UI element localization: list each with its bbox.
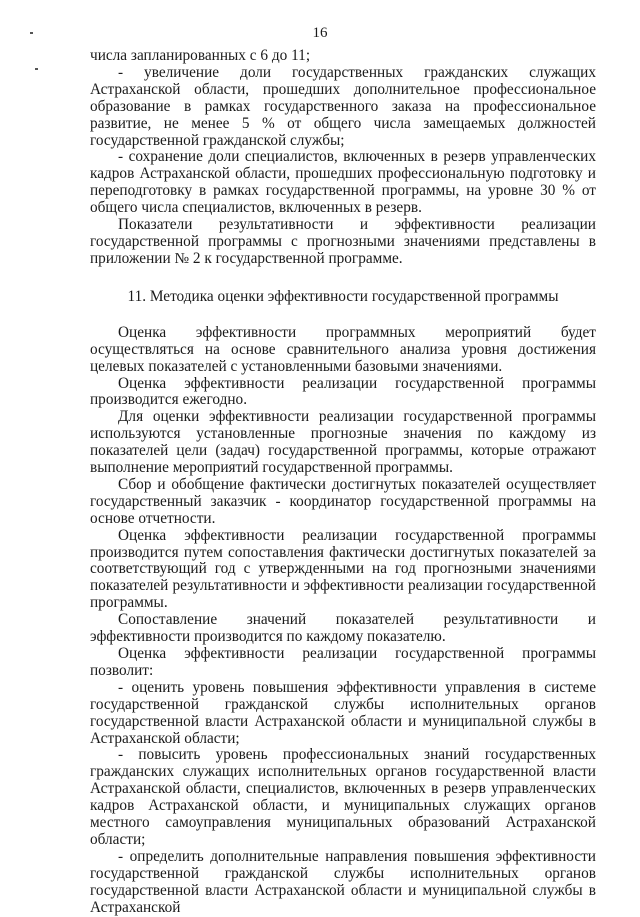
paragraph: Сбор и обобщение фактически достигнутых показателей осуществляет государственный заказчик - координатор государственной программы на основе отчетности. <box>90 475 596 527</box>
paragraph: Оценка эффективности реализации государственной программы производится путем сопоставления фактически достигнутых показателей за соответствующий год с утвержденными на год прогнозными значениями показателей результативности и эффективности реализации государственной программы. <box>90 526 596 612</box>
list-item: - определить дополнительные направления повышения эффективности государственной гражданской службы исполнительных органов государственной власти Астраханской области и муниципальной службы в Астраханской <box>90 847 596 916</box>
list-item-civil-servants-training: - увеличение доли государственных гражданских служащих Астраханской области, прошедших дополнительное профессиональное образование в рамках государственного заказа на профессиональное развитие, не менее 5 % от общего числа замещаемых должностей государственной гражданской службы; <box>90 63 596 149</box>
list-item: - оценить уровень повышения эффективности управления в системе государственной гражданской службы исполнительных органов государственной власти Астраханской области и муниципальной службы в Астраханской области; <box>90 678 596 747</box>
paragraph-indicators-reference: Показатели результативности и эффективности реализации государственной программы с прогнозными значениями представлены в приложении № 2 к государственной программе. <box>90 216 596 267</box>
document-body <box>90 48 596 917</box>
paragraph: Оценка эффективности программных мероприятий будет осуществляться на основе сравнительного анализа уровня достижения целевых показателей с установленными базовыми значениями. <box>90 323 596 375</box>
paragraph: Сопоставление значений показателей результативности и эффективности производится по каждому показателю. <box>90 611 596 646</box>
paragraph: Оценка эффективности реализации государственной программы позволит: <box>90 645 596 679</box>
section-heading: 11. Методика оценки эффективности государственной программы <box>127 287 559 305</box>
paragraph: Оценка эффективности реализации государственной программы производится ежегодно. <box>90 374 596 409</box>
paragraph: Для оценки эффективности реализации государственной программы используются установленные прогнозные значения по каждому из показателей цели (задач) государственной программы, которые отражают выполнение мероприятий государственной программы. <box>90 408 596 477</box>
page-number: 16 <box>312 25 328 41</box>
list-item-reserve-specialists: - сохранение доли специалистов, включенных в резерв управленческих кадров Астраханской области, прошедших профессиональную подготовку и переподготовку в рамках государственной программы, на уровне 30 % от общего числа специалистов, включенных в резерв. <box>90 148 596 217</box>
list-item: - повысить уровень профессиональных знаний государственных гражданских служащих исполнительных органов государственной власти Астраханской области, специалистов, включенных в резерв управленческих кадров Астраханской области, и муниципальных служащих органов местного самоуправления муниципальных образований Астраханской области; <box>90 746 596 848</box>
paragraph-continuation: числа запланированных с 6 до 11; <box>90 47 311 64</box>
scan-speck <box>35 68 38 70</box>
